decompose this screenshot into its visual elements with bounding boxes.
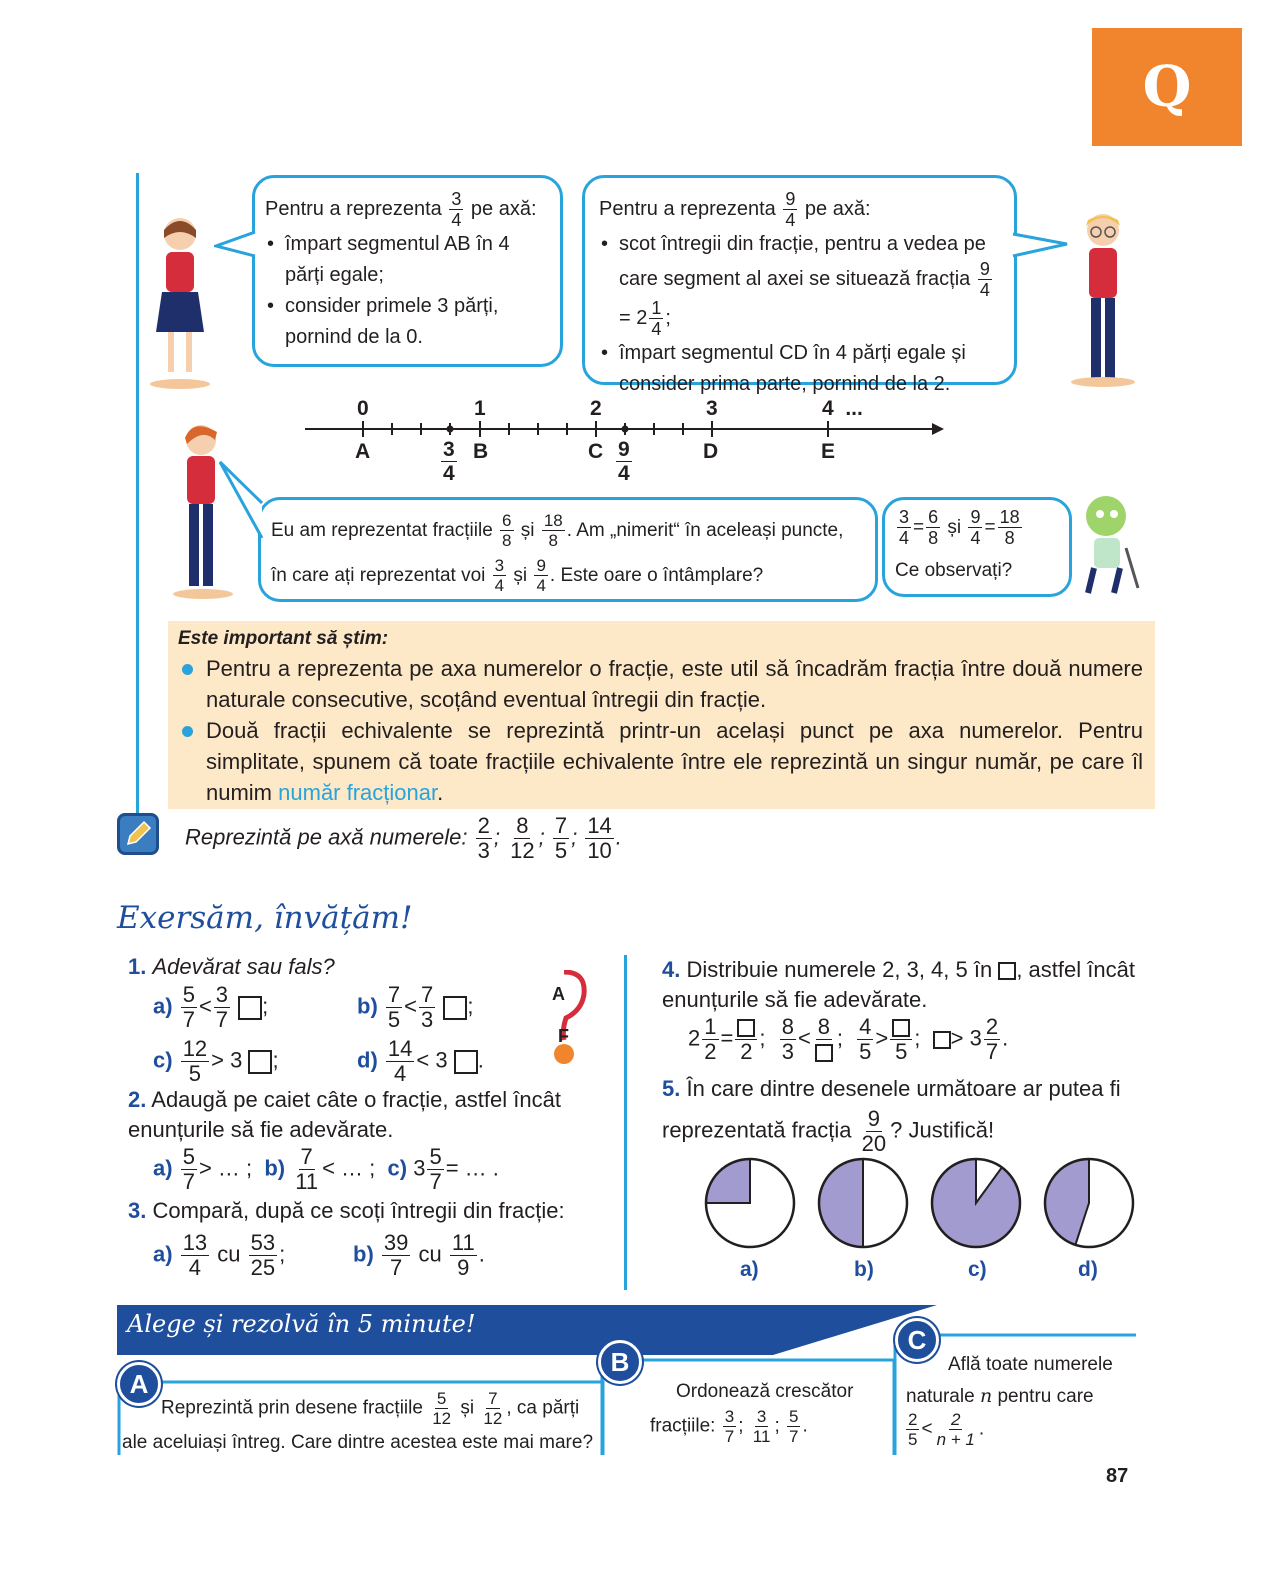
panel-b-line-2: fracțiile: $\frac{3}{7}$ ; $\frac{3}{11}$ ; $\frac{5}{7}$ . — [650, 1407, 808, 1446]
exercise-4: 4. Distribuie numerele 2, 3, 4, 5 în , astfel încât enunțurile să fie adevărate. — [662, 957, 1135, 1012]
panel-a-badge: A — [117, 1362, 161, 1406]
speech-bubble-left — [252, 175, 563, 367]
axis-label-3: 3 — [706, 397, 718, 420]
exercise-3: 3. Compară, după ce scoți întregii din fracție: — [128, 1198, 565, 1223]
exercise-1c: c) $\frac{12}{5}$ > 3 ; — [153, 1036, 279, 1086]
speech-bubble-bottom — [258, 497, 878, 602]
point-label-d: D — [703, 440, 719, 463]
boy-glasses-illustration — [1058, 208, 1148, 393]
panel-b-line-1: Ordonează crescător — [676, 1381, 854, 1402]
pie-c — [932, 1159, 1020, 1247]
margin-line — [136, 173, 139, 820]
bubble-left-intro: Pentru a reprezenta $\frac{3}{4}$ pe axă: — [265, 189, 537, 230]
exercise-1d: d) $\frac{14}{4}$ < 3 . — [357, 1036, 484, 1086]
important-item-2: Două fracții echivalente se reprezintă printr-un același punct pe axa numerelor. Pentru simplitate, spunem că toate fracțiile echivalente între ele reprezintă un singur număr, pe care îl numim număr fracționar. — [178, 715, 1143, 808]
panel-a-text-2: ale aceluiași întreg. Care dintre acestea este mai mare? — [122, 1432, 594, 1453]
exercise-1b: b) $\frac{7}{5}$ < $\frac{7}{3}$ ; — [357, 982, 474, 1032]
badge-letter: Q — [1142, 54, 1192, 120]
point-label-c: C — [588, 440, 604, 463]
green-kid-illustration — [1068, 488, 1148, 603]
axis-label-4: 4 ... — [822, 397, 863, 420]
equivalence-line: $\frac{3}{4}$ = $\frac{6}{8}$ și $\frac{9}{4}$ = $\frac{18}{8}$ — [899, 507, 1020, 549]
pie-label-a: a) — [740, 1258, 759, 1281]
exercise-2-items: a) $\frac{5}{7}$ > … ; b) $\frac{7}{11}$ < … ; c) 3 $\frac{5}{7}$ = … . — [153, 1144, 499, 1194]
exercise-3a: a) $\frac{13}{4}$ cu $\frac{53}{25}$ ; — [153, 1230, 286, 1280]
banner-text: Alege și rezolvă în 5 minute! — [127, 1310, 476, 1338]
panel-a-text: Reprezintă prin desene fracțiile $\frac{5}{12}$ și $\frac{7}{12}$ , ca părți — [161, 1389, 580, 1428]
bubble-left-item-2: • consider primele 3 părți, pornind de la 0. — [265, 291, 550, 353]
pie-b — [819, 1159, 907, 1247]
af-letter-f: F — [558, 1026, 569, 1046]
bubble-left-item-1: • împart segmentul AB în 4 părți egale; — [265, 229, 550, 291]
panel-b-badge: B — [598, 1340, 642, 1384]
panel-c-badge: C — [895, 1318, 939, 1362]
important-item-1: Pentru a reprezenta pe axa numerelor o fracție, este util să încadrăm fracția între două numere naturale consecutive, scoțând eventual întregii din fracție. — [178, 653, 1143, 715]
point-label-e: E — [821, 440, 836, 463]
exercise-1a: a) $\frac{5}{7}$ < $\frac{3}{7}$ ; — [153, 982, 269, 1032]
task-represent: Reprezintă pe axă numerele: $\frac{2}{3}$ ; $\frac{8}{12}$ ; $\frac{7}{5}$ ; $\frac{14}{10}$ . — [185, 813, 622, 863]
pencil-icon — [117, 813, 159, 855]
column-divider — [624, 955, 627, 1290]
chapter-badge — [1092, 28, 1242, 146]
bubble-left-tail — [214, 230, 258, 260]
pie-label-d: d) — [1078, 1258, 1098, 1281]
important-box — [168, 621, 1155, 809]
pie-label-b: b) — [854, 1258, 874, 1281]
axis-fraction-9-4: $\frac{9}{4}$ — [618, 438, 630, 485]
section-title: Exersăm, învățăm! — [117, 900, 413, 936]
bubble-right-intro: Pentru a reprezenta $\frac{9}{4}$ pe axă: — [599, 189, 871, 230]
true-false-icon — [540, 970, 588, 1070]
pie-d — [1045, 1159, 1133, 1247]
panel-c-line-1: Află toate numerele — [948, 1354, 1113, 1375]
exercise-5: 5. În care dintre desenele următoare ar putea fi reprezentată fracția $\frac{9}{20}$ ? Justifică! — [662, 1076, 1121, 1156]
pie-diagrams — [700, 1155, 1140, 1255]
point-label-a: A — [355, 440, 371, 463]
pie-a — [706, 1159, 794, 1247]
exercise-2: 2. Adaugă pe caiet câte o fracție, astfel încât enunțurile să fie adevărate. — [128, 1087, 561, 1142]
girl-illustration — [140, 212, 220, 392]
bubble-small-question: Ce observați? — [895, 560, 1013, 581]
bubble-bottom-tail — [216, 458, 266, 548]
exercise-1: 1. Adevărat sau fals? — [128, 954, 335, 979]
exercise-3b: b) $\frac{39}{7}$ cu $\frac{11}{9}$ . — [353, 1230, 485, 1280]
bubble-bottom-line-1: Eu am reprezentat fracțiile $\frac{6}{8}$ și $\frac{18}{8}$ . Am „nimerit“ în aceleași puncte, — [271, 511, 844, 551]
axis-label-2: 2 — [590, 397, 602, 420]
axis-label-0: 0 — [357, 397, 369, 420]
panel-c-line-2: naturale n pentru care — [906, 1385, 1094, 1407]
bubble-right-item-2: • împart segmentul CD în 4 părți egale și consider prima parte, pornind de la 2. — [599, 338, 1004, 400]
pie-label-c: c) — [968, 1258, 987, 1281]
axis-fraction-3-4: $\frac{3}{4}$ — [443, 438, 455, 485]
exercise-4-items: 2 $\frac{1}{2}$ = 2 ; $\frac{8}{3}$ < 8 ; $\frac{4}{5}$ > 5 ; > 3 $\frac{2}{7}$ . — [688, 1014, 1009, 1064]
important-heading: Este important să știm: — [178, 628, 389, 649]
bubble-bottom-line-2: în care ați reprezentat voi $\frac{3}{4}$ și $\frac{9}{4}$ . Este oare o întâmplare? — [271, 556, 764, 596]
bubble-right-item-1: • scot întregii din fracție, pentru a vedea pe care segment al axei se situează fracția $\frac{9}{4}$ = 2 $\frac{1}{4}$ ; — [599, 229, 1004, 338]
axis-label-1: 1 — [474, 397, 486, 420]
af-letter-a: A — [552, 984, 565, 1004]
pie-b-shaded-sector — [819, 1159, 863, 1247]
point-label-b: B — [473, 440, 489, 463]
speech-bubble-right — [582, 175, 1017, 395]
page-number: 87 — [1106, 1465, 1129, 1487]
panel-c-inequality: $\frac{2}{5}$ < $\frac{2}{n + 1}$ . — [908, 1410, 985, 1449]
speech-bubble-small — [882, 497, 1072, 597]
highlight-term: număr fracționar — [278, 780, 438, 805]
